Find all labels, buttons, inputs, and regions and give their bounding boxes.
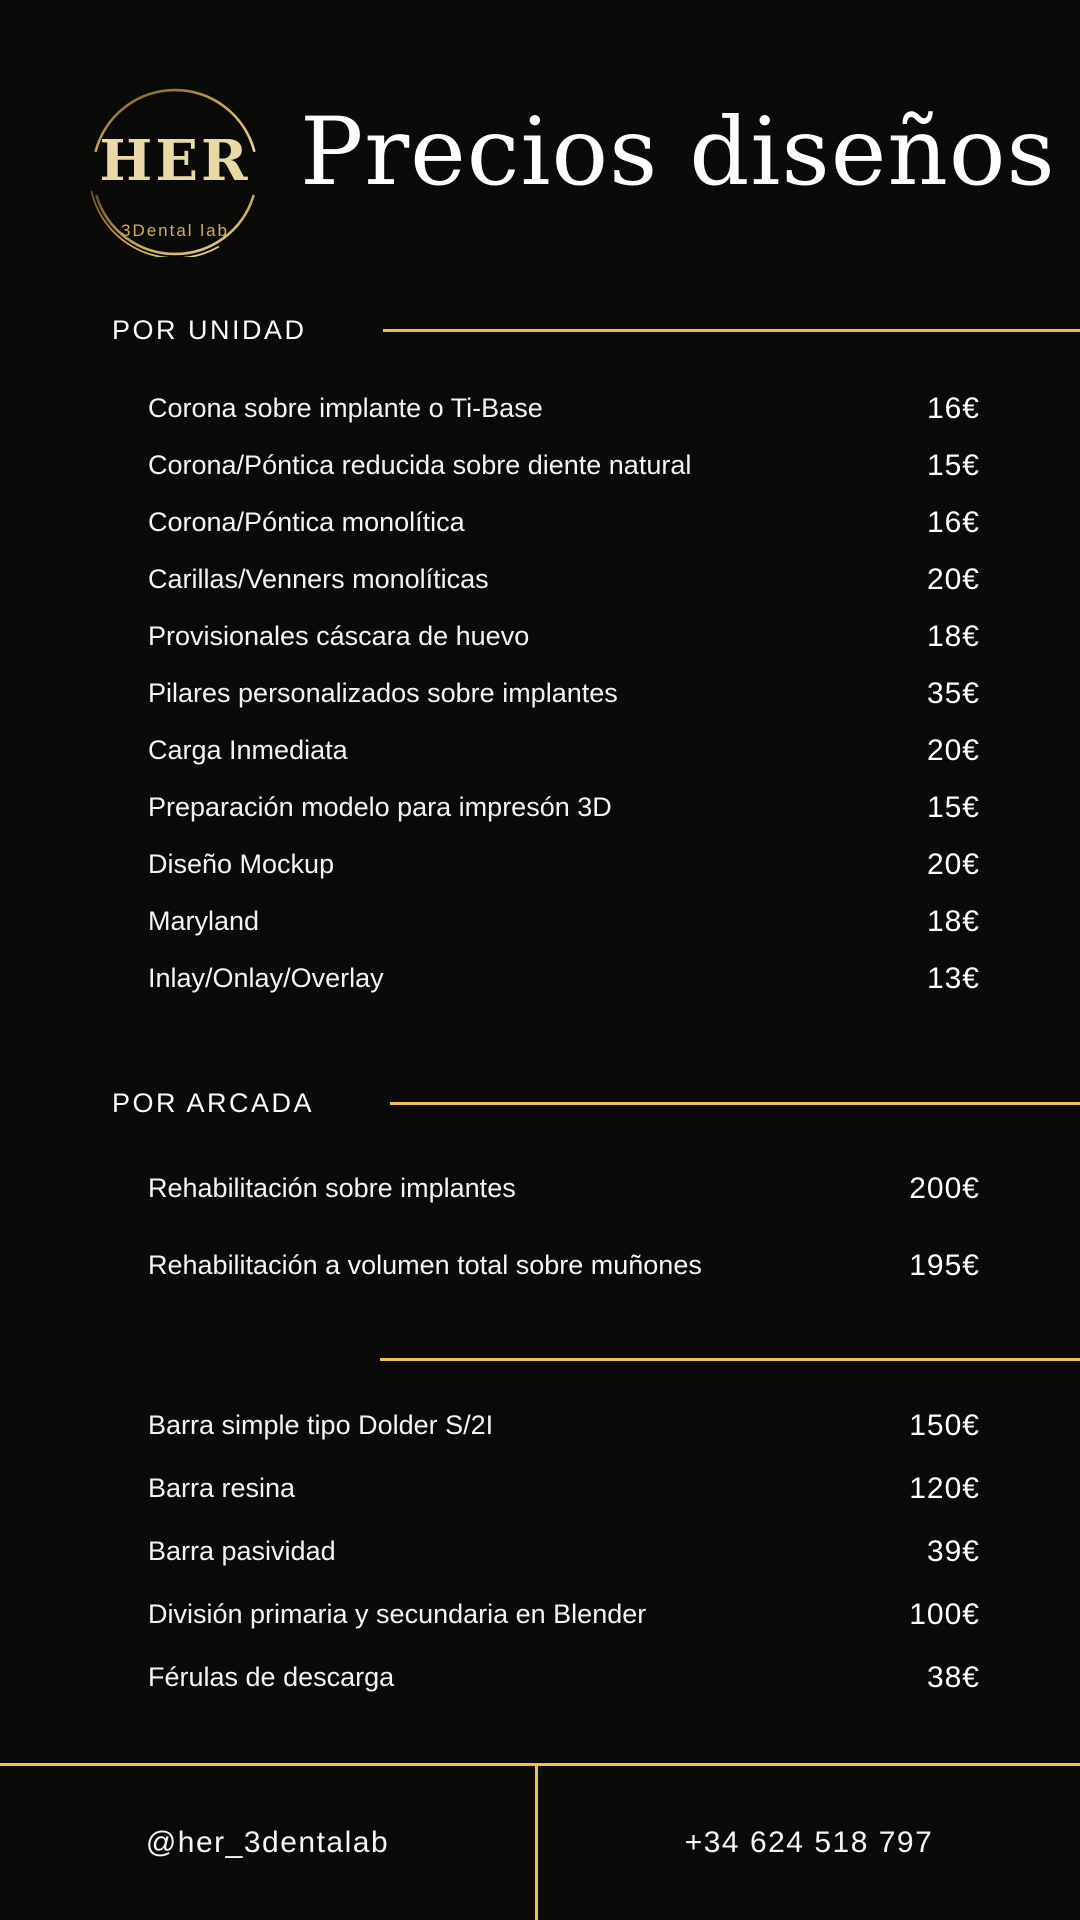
section-heading: POR ARCADA <box>112 1087 315 1118</box>
item-label: Corona/Póntica reducida sobre diente natural <box>148 450 692 480</box>
price-row <box>0 1520 1080 1583</box>
price-list <box>0 1150 1080 1304</box>
price-row <box>0 1646 1080 1709</box>
item-price: 39€ <box>926 1534 980 1568</box>
logo-monogram: HER <box>99 128 251 194</box>
footer <box>0 1763 1080 1920</box>
section-heading-row <box>0 1076 1080 1130</box>
item-label: Maryland <box>148 906 260 936</box>
item-label: Corona sobre implante o Ti-Base <box>148 393 543 423</box>
item-price: 18€ <box>926 619 980 653</box>
item-label: Preparación modelo para impresón 3D <box>148 792 612 822</box>
item-label: Corona/Póntica monolítica <box>148 507 465 537</box>
item-price: 195€ <box>909 1248 980 1282</box>
price-row <box>0 494 1080 551</box>
price-row <box>0 665 1080 722</box>
price-section <box>0 303 1080 1007</box>
price-row <box>0 1394 1080 1457</box>
item-price: 150€ <box>909 1408 980 1442</box>
price-row <box>0 950 1080 1007</box>
item-label: Férulas de descarga <box>148 1662 395 1692</box>
page-title: Precios diseños <box>300 98 1056 207</box>
section-heading: POR UNIDAD <box>112 314 307 345</box>
item-price: 20€ <box>926 847 980 881</box>
item-label: Rehabilitación a volumen total sobre muñones <box>148 1250 702 1280</box>
item-price: 100€ <box>909 1597 980 1631</box>
instagram-handle: @her_3dentalab <box>145 1826 390 1859</box>
price-row <box>0 722 1080 779</box>
price-row <box>0 380 1080 437</box>
item-price: 38€ <box>926 1660 980 1694</box>
price-row <box>0 551 1080 608</box>
price-row <box>0 608 1080 665</box>
item-label: Provisionales cáscara de huevo <box>148 621 530 651</box>
item-label: Barra simple tipo Dolder S/2I <box>148 1410 494 1440</box>
item-price: 16€ <box>926 505 980 539</box>
gold-divider-line <box>390 1102 1080 1105</box>
item-price: 35€ <box>926 676 980 710</box>
item-price: 20€ <box>926 733 980 767</box>
item-label: Carga Inmediata <box>148 735 348 765</box>
price-row <box>0 437 1080 494</box>
item-price: 16€ <box>926 391 980 425</box>
item-price: 120€ <box>909 1471 980 1505</box>
item-price: 20€ <box>926 562 980 596</box>
price-row <box>0 1150 1080 1227</box>
item-price: 200€ <box>909 1171 980 1205</box>
price-row <box>0 1227 1080 1304</box>
price-row <box>0 1457 1080 1520</box>
gold-divider-line <box>383 329 1080 332</box>
item-price: 13€ <box>926 961 980 995</box>
price-list <box>0 380 1080 1007</box>
item-label: Inlay/Onlay/Overlay <box>148 963 384 993</box>
item-label: Carillas/Venners monolíticas <box>148 564 489 594</box>
footer-right-cell <box>538 1766 1080 1920</box>
item-price: 18€ <box>926 904 980 938</box>
price-section <box>0 1076 1080 1304</box>
footer-left-cell <box>0 1766 538 1920</box>
price-row <box>0 1583 1080 1646</box>
price-row <box>0 836 1080 893</box>
item-label: División primaria y secundaria en Blender <box>148 1599 647 1629</box>
item-price: 15€ <box>926 448 980 482</box>
item-price: 15€ <box>926 790 980 824</box>
item-label: Pilares personalizados sobre implantes <box>148 678 618 708</box>
price-list <box>0 1394 1080 1709</box>
item-label: Diseño Mockup <box>148 849 335 879</box>
logo-subtitle: 3Dental lab <box>120 221 229 240</box>
item-label: Barra resina <box>148 1473 296 1503</box>
price-row <box>0 779 1080 836</box>
price-section <box>0 1345 1080 1709</box>
price-row <box>0 893 1080 950</box>
gold-divider-line <box>380 1358 1080 1361</box>
section-heading-row <box>0 1345 1080 1373</box>
section-heading-row <box>0 303 1080 357</box>
item-label: Barra pasividad <box>148 1536 336 1566</box>
item-label: Rehabilitación sobre implantes <box>148 1173 516 1203</box>
phone-number: +34 624 518 797 <box>684 1826 934 1859</box>
